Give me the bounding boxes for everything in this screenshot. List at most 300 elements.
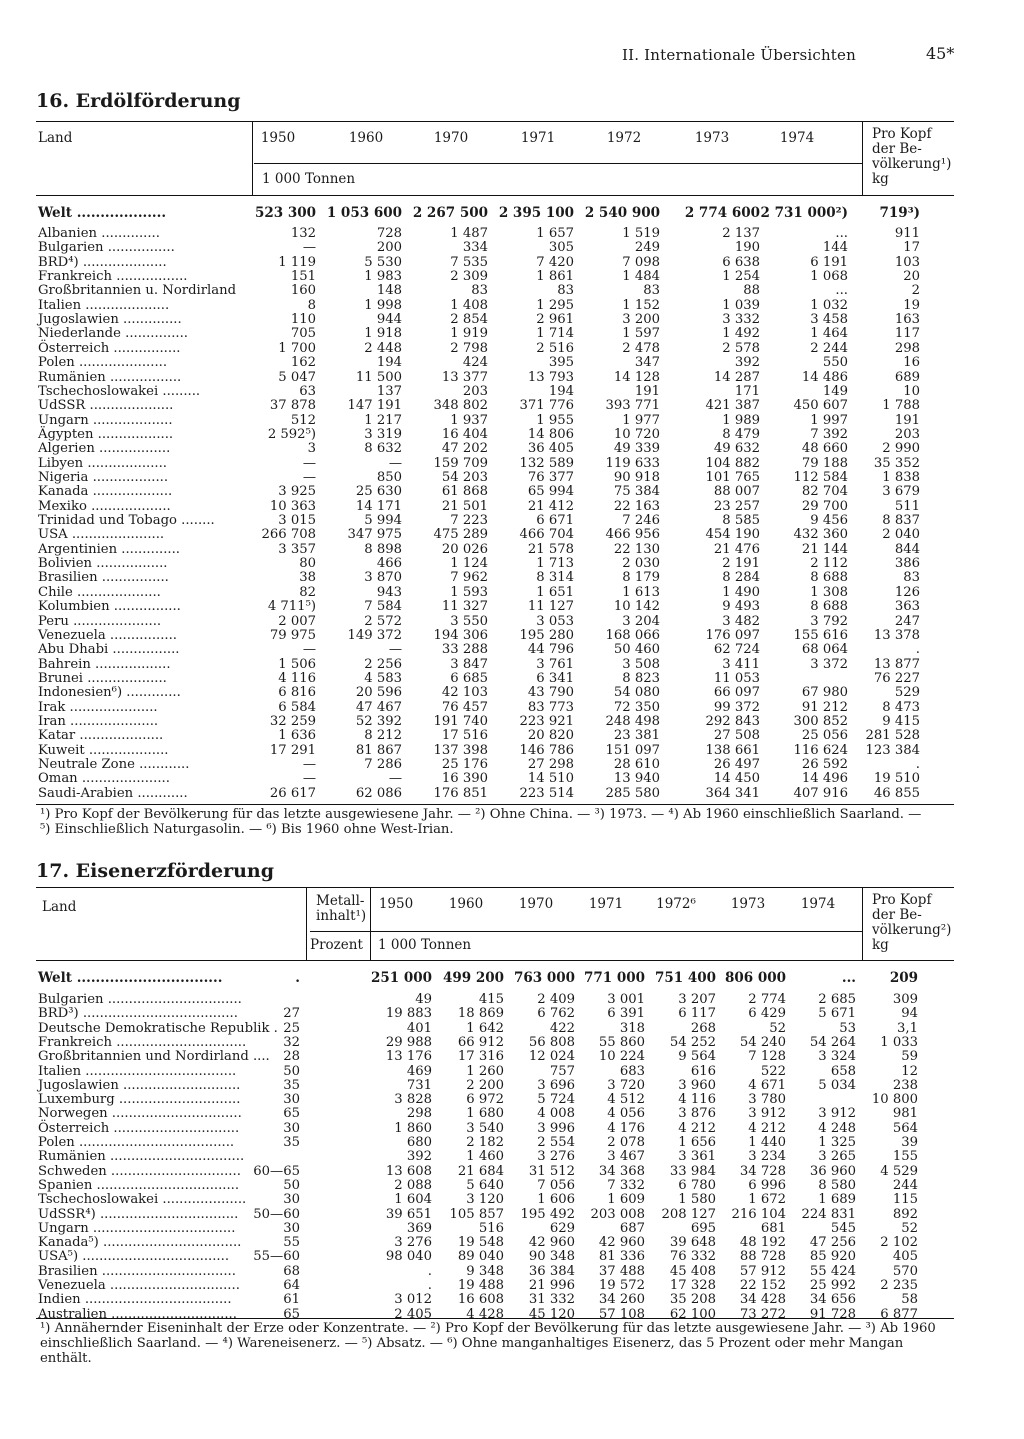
cell-value: 50 460 [613, 642, 660, 658]
cell-value: 8 179 [622, 570, 660, 586]
cell-value: 1 464 [810, 326, 848, 342]
cell-value: 29 988 [385, 1034, 432, 1050]
cell-value: 88 [743, 283, 760, 299]
cell-value: 2 030 [622, 556, 660, 571]
cell-value: 27 508 [713, 728, 760, 744]
cell-value: 48 192 [739, 1235, 786, 1251]
cell-value: 6 584 [278, 699, 316, 715]
cell-value: 46 855 [873, 785, 920, 801]
cell-value: 2 256 [364, 656, 402, 672]
cell-value: 88 728 [739, 1249, 786, 1265]
cell-value: 110 [290, 312, 316, 328]
cell-value: 3 265 [818, 1149, 856, 1165]
cell-value: 4 428 [466, 1306, 504, 1322]
cell-value: 1 713 [536, 556, 574, 571]
cell-value: 59 [901, 1049, 918, 1065]
cell-value: 4 116 [278, 670, 316, 686]
cell-value: 11 327 [441, 599, 488, 615]
cell-value: 570 [892, 1263, 918, 1279]
cell-value: 1 490 [722, 584, 760, 600]
cell-value: 72 350 [613, 699, 660, 715]
row-label: Frankreich ............................... [38, 1034, 247, 1050]
cell-value: 25 992 [809, 1278, 856, 1293]
cell-value: 54 203 [441, 469, 488, 485]
cell-value: — [388, 642, 402, 658]
cell-value: 12 024 [528, 1049, 575, 1065]
row-label: Ägypten .................. [38, 426, 174, 442]
cell-value: 28 610 [613, 756, 660, 772]
perhead-line-4: kg [872, 937, 889, 953]
row-label: BRD³) ..................................... [38, 1006, 238, 1022]
table-16-head-rule [36, 195, 954, 196]
cell-value: 23 381 [613, 728, 660, 744]
cell-value: 2 854 [450, 312, 488, 328]
cell-value: 14 486 [801, 369, 848, 385]
cell-value: 1 260 [466, 1063, 504, 1079]
cell-value: 2 007 [278, 613, 316, 629]
cell-value: 7 056 [537, 1177, 575, 1193]
cell-value: 8 212 [364, 728, 402, 744]
cell-value: 21 578 [527, 541, 574, 557]
cell-value: — [302, 455, 316, 471]
cell-value: 8 473 [882, 699, 920, 715]
table-16-bottom-rule [36, 804, 954, 805]
metal-line-1: Metall- [316, 893, 365, 909]
cell-value: 9 564 [678, 1049, 716, 1065]
cell-value: ... [841, 970, 856, 986]
cell-value: 516 [478, 1220, 504, 1236]
cell-value: 731 [406, 1077, 432, 1093]
cell-value: 757 [549, 1063, 575, 1079]
cell-value: 695 [690, 1220, 716, 1236]
cell-value: 13 378 [873, 627, 920, 643]
cell-value: 3 276 [394, 1235, 432, 1251]
table-17-title: 17. Eisenerzförderung [36, 860, 275, 882]
row-label: Italien .................... [38, 297, 170, 313]
cell-value: 8 898 [364, 541, 402, 557]
cell-value: 30 [283, 1092, 300, 1108]
table-16-top-rule [36, 121, 954, 122]
cell-value: 1 606 [537, 1192, 575, 1208]
cell-value: 13 176 [385, 1049, 432, 1065]
cell-value: 466 956 [605, 527, 660, 543]
cell-value: 3 761 [536, 656, 574, 672]
cell-value: 6 877 [880, 1306, 918, 1322]
cell-value: 2 182 [466, 1135, 504, 1150]
row-label: Jugoslawien ............................ [38, 1077, 241, 1093]
row-label: Argentinien .............. [38, 541, 180, 557]
cell-value: 191 [634, 383, 660, 399]
cell-value: 64 [283, 1278, 300, 1293]
page-header [0, 46, 1024, 66]
row-label: Niederlande ............... [38, 326, 189, 342]
cell-value: — [302, 469, 316, 485]
cell-value: 79 188 [801, 455, 848, 471]
cell-value: 10 [903, 383, 920, 399]
cell-value: 195 280 [519, 627, 574, 643]
cell-value: 1 217 [364, 412, 402, 428]
cell-value: 82 [299, 584, 316, 600]
cell-value: 54 264 [809, 1034, 856, 1050]
cell-value: 3 912 [818, 1106, 856, 1122]
row-label: USA ...................... [38, 527, 165, 543]
cell-value: 318 [619, 1020, 645, 1036]
cell-value: 224 831 [801, 1206, 856, 1222]
table-16-unit: 1 000 Tonnen [262, 171, 356, 187]
cell-value: 11 053 [713, 670, 760, 686]
cell-value: 13 377 [441, 369, 488, 385]
cell-value: 466 704 [519, 527, 574, 543]
cell-value: 6 685 [450, 670, 488, 686]
cell-value: 771 000 [583, 970, 645, 986]
cell-value: 42 960 [528, 1235, 575, 1251]
cell-value: 119 633 [605, 455, 660, 471]
cell-value: 7 420 [536, 254, 574, 270]
cell-value: 176 851 [433, 785, 488, 801]
cell-value: 105 857 [449, 1206, 504, 1222]
cell-value: 76 332 [669, 1249, 716, 1265]
cell-value: 3 876 [678, 1106, 716, 1122]
cell-value: 4 583 [364, 670, 402, 686]
cell-value: 22 163 [613, 498, 660, 514]
cell-value: 47 467 [355, 699, 402, 715]
cell-value: 2 774 600 [684, 205, 760, 221]
cell-value: 194 306 [433, 627, 488, 643]
row-label: USA⁵) ................................... [38, 1249, 230, 1265]
cell-value: 116 624 [793, 742, 848, 758]
cell-value: 17 316 [457, 1049, 504, 1065]
cell-value: 844 [894, 541, 920, 557]
cell-value: 347 [634, 355, 660, 371]
row-label: Bulgarien ................ [38, 240, 175, 256]
cell-value: 4 248 [818, 1120, 856, 1136]
cell-value: 911 [894, 226, 920, 241]
cell-value: 146 786 [519, 742, 574, 758]
cell-value: 19 548 [457, 1235, 504, 1251]
cell-value: 7 286 [364, 756, 402, 772]
cell-value: 1 918 [364, 326, 402, 342]
row-label: Neutrale Zone ............ [38, 756, 190, 772]
cell-value: 36 960 [809, 1163, 856, 1179]
cell-value: 203 008 [590, 1206, 645, 1222]
cell-value: 14 496 [801, 771, 848, 787]
cell-value: 55 [283, 1235, 300, 1251]
year-header-3: 1971 [588, 896, 624, 912]
cell-value: 5 994 [364, 513, 402, 528]
cell-value: 407 916 [793, 785, 848, 801]
cell-value: 629 [549, 1220, 575, 1236]
cell-value: 115 [892, 1192, 918, 1208]
cell-value: 689 [894, 369, 920, 385]
cell-value: 76 457 [441, 699, 488, 715]
cell-value: 223 514 [519, 785, 574, 801]
cell-value: 7 962 [450, 570, 488, 586]
cell-value: 45 120 [528, 1306, 575, 1322]
cell-value: 34 428 [739, 1292, 786, 1308]
cell-value: 54 252 [669, 1034, 716, 1050]
cell-value: 3 828 [394, 1092, 432, 1108]
cell-value: 203 [462, 383, 488, 399]
row-label: Luxemburg ............................. [38, 1092, 241, 1108]
cell-value: 7 535 [450, 254, 488, 270]
cell-value: 3 696 [537, 1077, 575, 1093]
cell-value: 85 920 [809, 1249, 856, 1265]
row-label: Brunei ................... [38, 670, 167, 686]
cell-value: 155 [892, 1149, 918, 1165]
cell-value: 2 685 [818, 992, 856, 1007]
cell-value: 21 684 [457, 1163, 504, 1179]
cell-value: 363 [894, 599, 920, 615]
cell-value: 1 308 [810, 584, 848, 600]
row-label: Welt ................... [38, 205, 167, 221]
cell-value: . [915, 756, 920, 772]
cell-value: 309 [892, 992, 918, 1007]
cell-value: 1 998 [364, 297, 402, 313]
cell-value: 1 580 [678, 1192, 716, 1208]
row-label: Oman ..................... [38, 771, 170, 787]
cell-value: 62 724 [713, 642, 760, 658]
cell-value: 99 372 [713, 699, 760, 715]
row-label: Abu Dhabi ................ [38, 642, 180, 658]
cell-value: 1 604 [394, 1192, 432, 1208]
cell-value: 13 940 [613, 771, 660, 787]
row-label: Frankreich ................. [38, 269, 188, 285]
cell-value: 22 130 [613, 541, 660, 557]
cell-value: . [295, 970, 300, 986]
cell-value: 3 960 [678, 1077, 716, 1093]
cell-value: 60—65 [253, 1163, 300, 1179]
row-label: UdSSR .................... [38, 398, 174, 414]
cell-value: 79 975 [269, 627, 316, 643]
cell-value: 8 837 [882, 513, 920, 528]
cell-value: 4 512 [607, 1092, 645, 1108]
cell-value: 30 [283, 1120, 300, 1136]
cell-value: 522 [760, 1063, 786, 1079]
cell-value: 29 700 [801, 498, 848, 514]
cell-value: 16 [903, 355, 920, 371]
cell-value: 3 [307, 441, 316, 457]
footnote-line: enthält. [40, 1351, 92, 1366]
row-label: Großbritannien und Nordirland .... [38, 1049, 270, 1065]
row-label: Kanada ................... [38, 484, 173, 500]
cell-value: 27 [283, 1006, 300, 1022]
cell-value: 371 776 [519, 398, 574, 414]
cell-value: 52 392 [355, 713, 402, 729]
cell-value: 7 584 [364, 599, 402, 615]
cell-value: 1 506 [278, 656, 316, 672]
cell-value: 249 [634, 240, 660, 256]
cell-value: 1 460 [466, 1149, 504, 1165]
cell-value: 83 [643, 283, 660, 299]
page-number: 45* [926, 44, 955, 63]
cell-value: 42 960 [598, 1235, 645, 1251]
cell-value: 56 808 [528, 1034, 575, 1050]
cell-value: 806 000 [724, 970, 786, 986]
cell-value: 47 256 [809, 1235, 856, 1251]
cell-value: 91 212 [801, 699, 848, 715]
row-label: Katar .................... [38, 728, 164, 744]
cell-value: 1 593 [450, 584, 488, 600]
cell-value: 194 [548, 383, 574, 399]
row-label: Albanien .............. [38, 226, 160, 241]
cell-value: 2 267 500 [412, 205, 488, 221]
cell-value: 1 519 [622, 226, 660, 241]
cell-value: 2 516 [536, 340, 574, 356]
cell-value: 35 352 [873, 455, 920, 471]
cell-value: 54 240 [739, 1034, 786, 1050]
row-label: Norwegen ............................... [38, 1106, 242, 1122]
cell-value: 7 332 [607, 1177, 645, 1193]
row-label: Deutsche Demokratische Republik . [38, 1020, 278, 1036]
cell-value: 126 [894, 584, 920, 600]
cell-value: 91 728 [809, 1306, 856, 1322]
cell-value: 19 883 [385, 1006, 432, 1022]
cell-value: 42 103 [441, 685, 488, 701]
cell-value: 550 [822, 355, 848, 371]
cell-value: 151 [290, 269, 316, 285]
cell-value: ... [835, 283, 848, 299]
cell-value: 1 714 [536, 326, 574, 342]
cell-value: 203 [894, 426, 920, 442]
cell-value: 90 918 [613, 469, 660, 485]
cell-value: 57 912 [739, 1263, 786, 1279]
year-header-2: 1970 [433, 130, 469, 146]
cell-value: 132 [290, 226, 316, 241]
cell-value: 57 108 [598, 1306, 645, 1322]
cell-value: 5 640 [466, 1177, 504, 1193]
cell-value: 9 493 [722, 599, 760, 615]
cell-value: 20 [903, 269, 920, 285]
cell-value: 8 580 [818, 1177, 856, 1193]
cell-value: 13 877 [873, 656, 920, 672]
cell-value: 616 [690, 1063, 716, 1079]
cell-value: 65 994 [527, 484, 574, 500]
cell-value: 892 [892, 1206, 918, 1222]
table-17-bottom-rule [36, 1318, 954, 1319]
row-label: Rumänien ................. [38, 369, 182, 385]
cell-value: 21 144 [801, 541, 848, 557]
cell-value: 4 212 [748, 1120, 786, 1136]
cell-value: 147 191 [347, 398, 402, 414]
cell-value: 81 336 [598, 1249, 645, 1265]
cell-value: 8 479 [722, 426, 760, 442]
cell-value: 424 [462, 355, 488, 371]
cell-value: 159 709 [433, 455, 488, 471]
cell-value: 454 190 [705, 527, 760, 543]
cell-value: 68 064 [801, 642, 848, 658]
cell-value: 422 [549, 1020, 575, 1036]
cell-value: 176 097 [705, 627, 760, 643]
row-label: Ungarn ................... [38, 412, 173, 428]
cell-value: 6 671 [536, 513, 574, 528]
cell-value: 32 259 [269, 713, 316, 729]
cell-value: 20 026 [441, 541, 488, 557]
cell-value: — [302, 771, 316, 787]
cell-value: 8 284 [722, 570, 760, 586]
row-label: UdSSR⁴) ................................. [38, 1206, 239, 1222]
cell-value: 195 492 [520, 1206, 575, 1222]
cell-value: 1 860 [394, 1120, 432, 1136]
cell-value: 1 033 [880, 1034, 918, 1050]
cell-value: 1 788 [882, 398, 920, 414]
cell-value: 512 [290, 412, 316, 428]
cell-value: 137 [376, 383, 402, 399]
cell-value: 392 [734, 355, 760, 371]
cell-value: 10 800 [871, 1092, 918, 1108]
cell-value: 564 [892, 1120, 918, 1136]
row-label: Großbritannien u. Nordirland [38, 283, 237, 299]
row-label: Kanada⁵) ................................. [38, 1235, 242, 1251]
cell-value: 3 550 [450, 613, 488, 629]
cell-value: 1 672 [748, 1192, 786, 1208]
table-17-metal-header [316, 894, 366, 924]
cell-value: 6 638 [722, 254, 760, 270]
table-16-land-header: Land [38, 130, 73, 146]
cell-value: 2 191 [722, 556, 760, 571]
cell-value: 4 056 [607, 1106, 645, 1122]
perhead-line-3: völkerung¹) [872, 156, 952, 172]
cell-value: 21 412 [527, 498, 574, 514]
cell-value: 14 450 [713, 771, 760, 787]
footnote-line: ¹) Annähernder Eiseninhalt der Erze oder Konzentrate. — ²) Pro Kopf der Bevölkerung für das letzte ausgewiesene Jahr. — ³) Ab 1960 [40, 1321, 936, 1336]
cell-value: 20 820 [527, 728, 574, 744]
cell-value: 17 291 [269, 742, 316, 758]
cell-value: 529 [894, 685, 920, 701]
cell-value: 3 720 [607, 1077, 645, 1093]
cell-value: 25 176 [441, 756, 488, 772]
cell-value: 4 116 [678, 1092, 716, 1108]
year-header-6: 1974 [800, 896, 836, 912]
cell-value: 1 937 [450, 412, 488, 428]
cell-value: 14 171 [355, 498, 402, 514]
cell-value: 58 [901, 1292, 918, 1308]
cell-value: 395 [548, 355, 574, 371]
cell-value: 90 348 [528, 1249, 575, 1265]
cell-value: 2 200 [466, 1077, 504, 1093]
row-label: Tschechoslowakei .................... [38, 1192, 247, 1208]
cell-value: 3 120 [466, 1192, 504, 1208]
cell-value: 2 961 [536, 312, 574, 328]
cell-value: 19 572 [598, 1278, 645, 1293]
row-label: Irak ..................... [38, 699, 158, 715]
cell-value: . [427, 1278, 432, 1293]
cell-value: 705 [290, 326, 316, 342]
cell-value: 13 608 [385, 1163, 432, 1179]
cell-value: 16 404 [441, 426, 488, 442]
cell-value: 11 127 [527, 599, 574, 615]
cell-value: 2 405 [394, 1306, 432, 1322]
cell-value: — [388, 771, 402, 787]
cell-value: 18 869 [457, 1006, 504, 1022]
cell-value: 3 276 [537, 1149, 575, 1165]
footnote-line: ⁵) Einschließlich Naturgasolin. — ⁶) Bis 1960 ohne West-Irian. [40, 822, 454, 837]
cell-value: 268 [690, 1020, 716, 1036]
cell-value: 6 972 [466, 1092, 504, 1108]
cell-value: 61 868 [441, 484, 488, 500]
cell-value: 31 332 [528, 1292, 575, 1308]
cell-value: 89 040 [457, 1249, 504, 1265]
cell-value: 43 790 [527, 685, 574, 701]
cell-value: 1 254 [722, 269, 760, 285]
cell-value: 8 314 [536, 570, 574, 586]
cell-value: 1 408 [450, 297, 488, 313]
cell-value: 3 870 [364, 570, 402, 586]
cell-value: — [302, 642, 316, 658]
cell-value: 132 589 [519, 455, 574, 471]
cell-value: 7 246 [622, 513, 660, 528]
cell-value: 2 088 [394, 1177, 432, 1193]
cell-value: 149 [822, 383, 848, 399]
